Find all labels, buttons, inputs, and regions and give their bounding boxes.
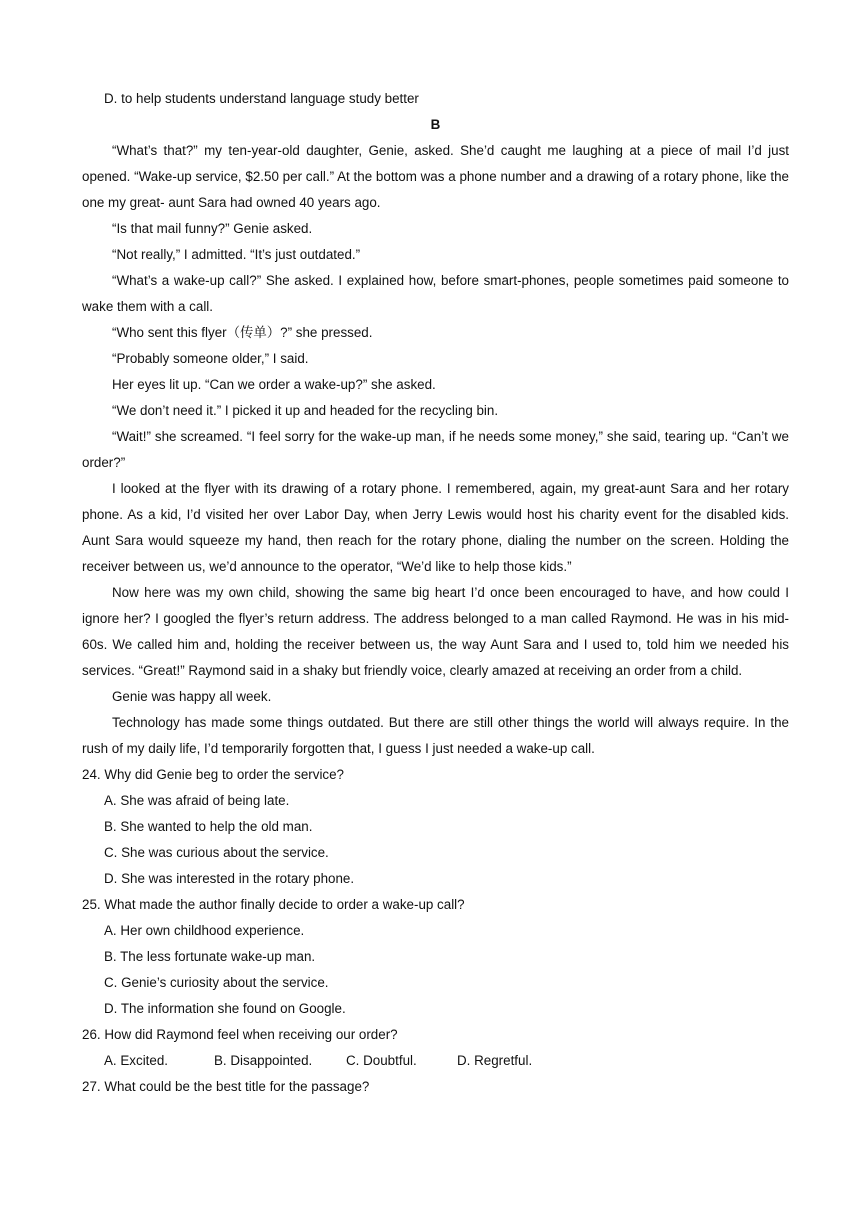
- answer-options-row: [82, 1048, 789, 1074]
- question-stem: 25. What made the author finally decide to order a wake-up call?: [82, 897, 465, 912]
- passage-paragraph: “Wait!” she screamed. “I feel sorry for the wake-up man, if he needs some money,” she said, tearing up. “Can’t we order?”: [82, 429, 789, 470]
- passage-paragraph: “What’s a wake-up call?” She asked. I explained how, before smart-phones, people sometimes paid someone to wake them with a call.: [82, 273, 789, 314]
- question-stem: 26. How did Raymond feel when receiving our order?: [82, 1027, 398, 1042]
- passage-paragraph: “We don’t need it.” I picked it up and headed for the recycling bin.: [112, 403, 499, 418]
- question-26: [82, 1022, 789, 1074]
- answer-option: D. She was interested in the rotary phone.: [104, 871, 355, 886]
- question-stem: 24. Why did Genie beg to order the service?: [82, 767, 345, 782]
- answer-option: A. Her own childhood experience.: [104, 923, 305, 938]
- passage-paragraph: I looked at the flyer with its drawing of a rotary phone. I remembered, again, my great-aunt Sara and her rotary phone. As a kid, I’d visited her over Labor Day, when Jerry Lewis would host his charity event for the disabled kids. Aunt Sara would squeeze my hand, then reach for the rotary phone, dialing the number on the screen. Holding the receiver between us, we’d announce to the operator, “We’d like to help those kids.”: [82, 481, 789, 574]
- answer-option: C. She was curious about the service.: [104, 845, 329, 860]
- answer-option: D. The information she found on Google.: [104, 1001, 346, 1016]
- passage-paragraph: Her eyes lit up. “Can we order a wake-up?” she asked.: [112, 377, 436, 392]
- answer-option: B. She wanted to help the old man.: [104, 819, 313, 834]
- question-24: [82, 762, 789, 892]
- passage-paragraph: “What’s that?” my ten-year-old daughter, Genie, asked. She’d caught me laughing at a piece of mail I’d just opened. “Wake-up service, $2.50 per call.” At the bottom was a phone number and a drawing of a rotary phone, like the one my great- aunt Sara had owned 40 years ago.: [82, 143, 789, 210]
- passage-paragraph: “Probably someone older,” I said.: [112, 351, 309, 366]
- passage-paragraph: “Is that mail funny?” Genie asked.: [112, 221, 313, 236]
- answer-option: C. Doubtful.: [346, 1053, 417, 1068]
- question-27: [82, 1074, 789, 1100]
- document-page: [82, 86, 789, 1100]
- answer-option: B. The less fortunate wake-up man.: [104, 949, 316, 964]
- section-heading: B: [430, 117, 441, 132]
- passage: [82, 138, 789, 762]
- passage-paragraph: Technology has made some things outdated. But there are still other things the world will always require. In the rush of my daily life, I’d temporarily forgotten that, I guess I just needed a wake-up call.: [82, 715, 789, 756]
- question-stem: 27. What could be the best title for the passage?: [82, 1079, 370, 1094]
- answer-option: C. Genie’s curiosity about the service.: [104, 975, 329, 990]
- question-25: [82, 892, 789, 1022]
- answer-option: D. Regretful.: [457, 1053, 533, 1068]
- passage-paragraph: “Not really,” I admitted. “It’s just outdated.”: [112, 247, 361, 262]
- passage-paragraph: “Who sent this flyer（传单）?” she pressed.: [112, 325, 373, 340]
- passage-paragraph: Genie was happy all week.: [112, 689, 272, 704]
- answer-option: A. She was afraid of being late.: [104, 793, 290, 808]
- answer-option: B. Disappointed.: [214, 1053, 313, 1068]
- previous-option-d: D. to help students understand language study better: [104, 91, 419, 106]
- passage-paragraph: Now here was my own child, showing the same big heart I’d once been encouraged to have, and how could I ignore her? I googled the flyer’s return address. The address belonged to a man called Raymond. He was in his mid-60s. We called him and, holding the receiver between us, the way Aunt Sara and I used to, told him we needed his services. “Great!” Raymond said in a shaky but friendly voice, clearly amazed at receiving an order from a child.: [82, 585, 789, 678]
- answer-option: A. Excited.: [104, 1053, 169, 1068]
